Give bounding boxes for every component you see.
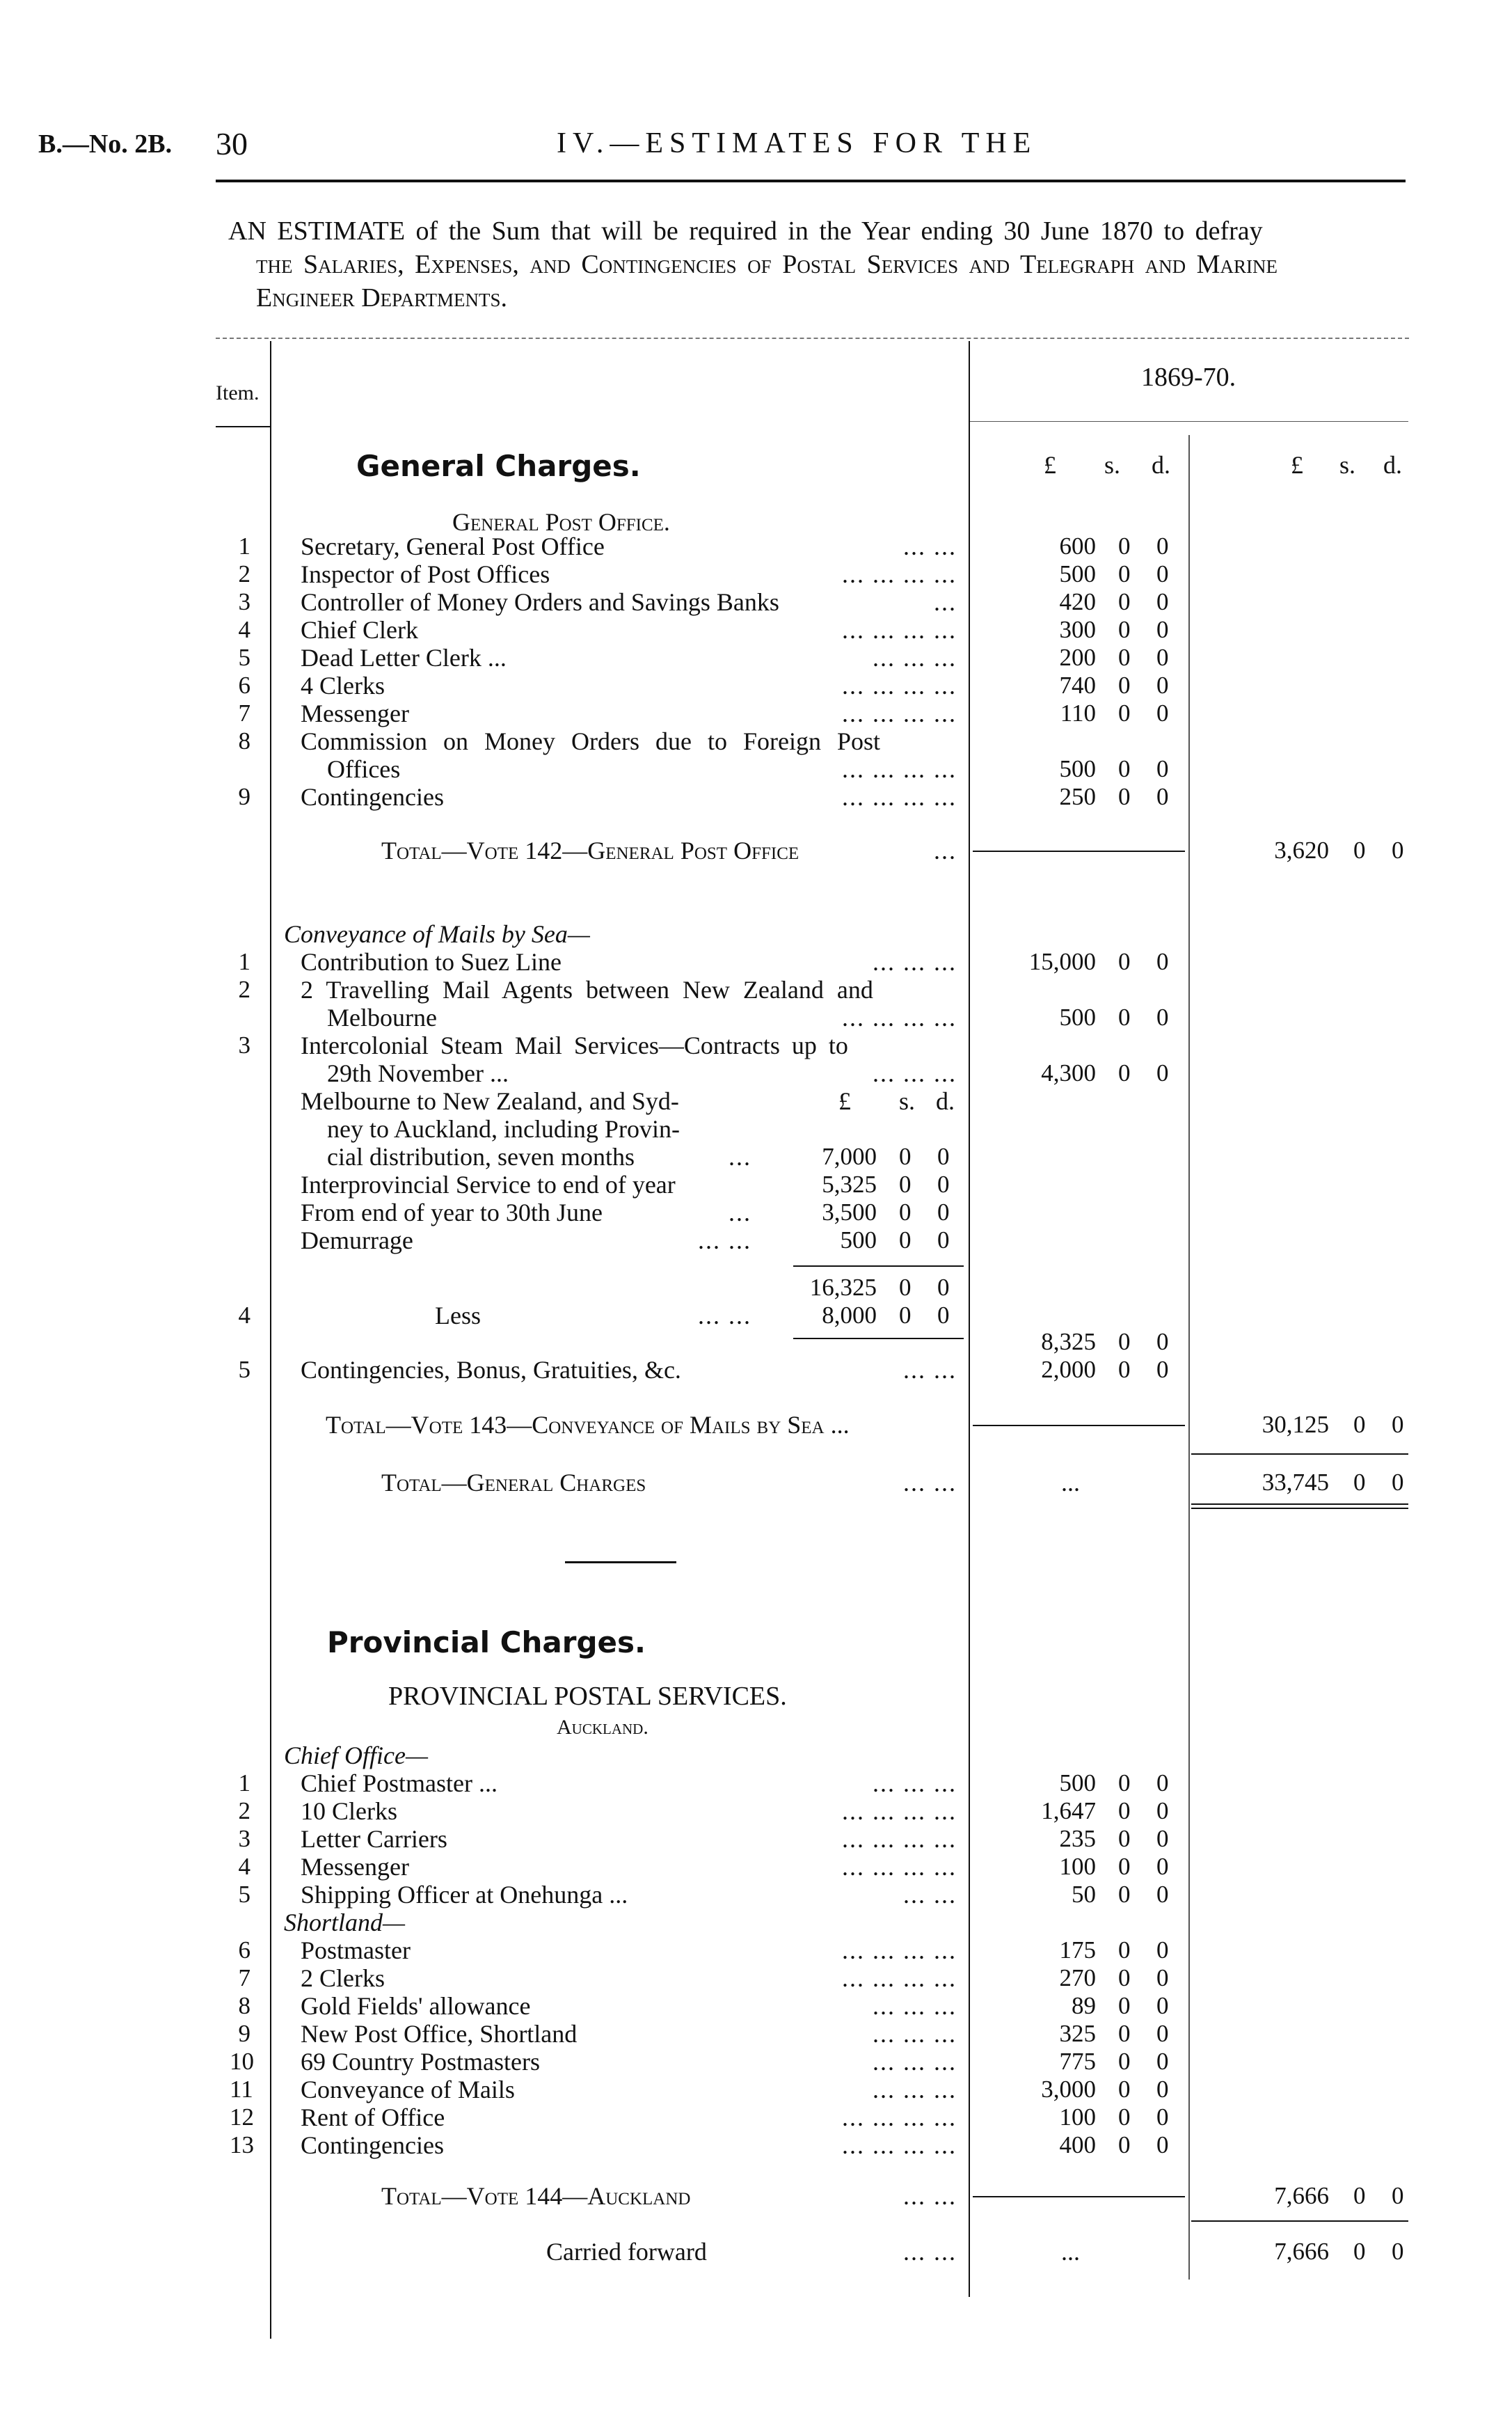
item-number: 7: [238, 700, 250, 727]
intro-rule: [216, 338, 1409, 339]
subtotal-rule: [973, 2196, 1185, 2197]
amount-pence: 0: [1156, 644, 1169, 671]
breakdown-pounds: 7,000: [822, 1143, 877, 1170]
leader-dots: ... ... ... ...: [842, 755, 957, 783]
breakdown-sum-rule: [793, 1265, 964, 1267]
amount-pounds: 235: [1059, 1825, 1096, 1852]
item-number: 4: [238, 1853, 250, 1880]
item-number: 9: [238, 783, 250, 810]
leader-dots: ...: [729, 1143, 751, 1171]
carried-forward-pounds: 7,666: [1274, 2238, 1329, 2265]
amount-pounds: 50: [1072, 1881, 1096, 1908]
amount-pence: 0: [1156, 588, 1169, 615]
leader-dots: ... ...: [903, 532, 957, 560]
item-header-rule: [216, 426, 270, 427]
amount-shillings: 0: [1118, 616, 1131, 643]
leader-dots: ...: [1061, 1469, 1080, 1496]
item-number: 6: [238, 672, 250, 699]
breakdown-label-continued: cial distribution, seven months: [327, 1143, 635, 1171]
pound-header-1: £: [1044, 451, 1056, 479]
total-shillings: 0: [1353, 2182, 1366, 2209]
amount-pence: 0: [1156, 1328, 1169, 1355]
intro-line-3: Engineer Departments.: [256, 283, 508, 313]
leader-dots: ... ... ...: [873, 1059, 957, 1087]
document-reference: B.—No. 2B.: [38, 129, 173, 159]
leader-dots: ... ... ...: [873, 1769, 957, 1797]
double-rule-top: [1191, 1503, 1408, 1505]
leader-dots: ... ...: [903, 2238, 957, 2266]
amount-shillings: 0: [1118, 1992, 1131, 2019]
leader-dots: ... ... ... ...: [842, 1797, 957, 1825]
leader-dots: ... ...: [698, 1302, 751, 1329]
line-item-label: Commission on Money Orders due to Foreign Post: [301, 727, 880, 755]
amount-pounds: 2,000: [1041, 1356, 1096, 1383]
amount-pence: 0: [1156, 1964, 1169, 1991]
amount-pounds: 200: [1059, 644, 1096, 671]
pence-header-1: d.: [1152, 451, 1170, 479]
leader-dots: ... ... ...: [873, 2076, 957, 2103]
subtotal-rule: [973, 1425, 1185, 1426]
breakdown-shillings: 0: [899, 1226, 912, 1254]
leader-dots: ... ... ... ...: [842, 1004, 957, 1032]
leader-dots: ... ... ...: [873, 948, 957, 976]
breakdown-sum-pence: 0: [937, 1274, 950, 1301]
running-title: IV.—ESTIMATES FOR THE: [557, 127, 1037, 159]
breakdown-label-continued: ney to Auckland, including Provin-: [327, 1115, 680, 1143]
amount-shillings: 0: [1118, 1825, 1131, 1852]
grand-total-pounds: 33,745: [1262, 1469, 1329, 1496]
item-number: 4: [238, 616, 250, 643]
line-item-label: Letter Carriers: [301, 1825, 447, 1853]
total-pounds: 30,125: [1262, 1411, 1329, 1438]
amount-shillings: 0: [1118, 1356, 1131, 1383]
amount-pence: 0: [1156, 2048, 1169, 2075]
line-item-label: Controller of Money Orders and Savings Banks: [301, 588, 779, 616]
gpo-subheading: General Post Office.: [452, 508, 670, 536]
leader-dots: ... ... ... ...: [842, 616, 957, 644]
chief-office-subheading: Chief Office—: [284, 1741, 428, 1769]
amount-pounds: 500: [1059, 1769, 1096, 1796]
line-item-label: Conveyance of Mails: [301, 2076, 515, 2103]
amount-pounds: 110: [1060, 700, 1096, 727]
amount-shillings: 0: [1118, 2020, 1131, 2047]
leader-dots: ...: [934, 588, 957, 616]
leader-dots: ... ... ...: [873, 1992, 957, 2020]
item-number: 9: [238, 2020, 250, 2047]
amount-shillings: 0: [1118, 2131, 1131, 2158]
breakdown-pounds: 500: [840, 1226, 877, 1254]
carried-forward-rule: [1191, 2220, 1408, 2222]
line-item-label: Messenger: [301, 700, 409, 727]
header-rule: [216, 180, 1406, 182]
line-item-label: Contingencies: [301, 2131, 444, 2159]
line-item-label: 10 Clerks: [301, 1797, 397, 1825]
item-column-header: Item.: [216, 381, 260, 404]
leader-dots: ... ... ... ...: [842, 560, 957, 588]
line-item-label: 2 Clerks: [301, 1964, 385, 1992]
item-number: 2: [238, 976, 250, 1003]
breakdown-shillings: 0: [899, 1199, 912, 1226]
amount-pence: 0: [1156, 1769, 1169, 1796]
line-item-label: Contribution to Suez Line: [301, 948, 562, 976]
breakdown-label: Interprovincial Service to end of year: [301, 1171, 676, 1199]
mails-subheading: Conveyance of Mails by Sea—: [284, 920, 590, 948]
amount-shillings: 0: [1118, 1328, 1131, 1355]
less-pounds: 8,000: [822, 1302, 877, 1329]
amount-pounds: 175: [1059, 1936, 1096, 1964]
amount-pence: 0: [1156, 2131, 1169, 2158]
grand-total-rule: [1191, 1453, 1408, 1455]
item-number: 8: [238, 727, 250, 755]
total-pence: 0: [1392, 1411, 1404, 1438]
leader-dots: ...: [729, 1199, 751, 1226]
carried-forward-pence: 0: [1392, 2238, 1404, 2265]
amount-pence: 0: [1156, 1992, 1169, 2019]
line-item-label: Postmaster: [301, 1936, 411, 1964]
amount-pounds: 420: [1059, 588, 1096, 615]
amount-shillings: 0: [1118, 1964, 1131, 1991]
leader-dots: ... ...: [903, 1469, 957, 1496]
line-item-label-continued: Offices: [327, 755, 401, 783]
shilling-header-1: s.: [1104, 451, 1121, 479]
year-header-rule: [970, 421, 1408, 422]
item-number: 12: [230, 2103, 254, 2131]
line-item-label: New Post Office, Shortland: [301, 2020, 578, 2048]
line-item-label: Chief Clerk: [301, 616, 418, 644]
amount-pounds: 400: [1059, 2131, 1096, 2158]
amount-shillings: 0: [1118, 1769, 1131, 1796]
item-number: 2: [238, 1797, 250, 1824]
item-number: 6: [238, 1936, 250, 1964]
amount-pence: 0: [1156, 616, 1169, 643]
general-charges-total-label: Total—General Charges: [381, 1469, 646, 1496]
total-pounds: 7,666: [1274, 2182, 1329, 2209]
amount-shillings: 0: [1118, 1853, 1131, 1880]
amount-pounds: 500: [1059, 1004, 1096, 1031]
line-item-label: Secretary, General Post Office: [301, 532, 605, 560]
breakdown-shillings: 0: [899, 1143, 912, 1170]
amount-pounds: 100: [1059, 2103, 1096, 2131]
line-item-label: Gold Fields' allowance: [301, 1992, 531, 2020]
amount-shillings: 0: [1118, 588, 1131, 615]
amount-pounds: 740: [1059, 672, 1096, 699]
less-label: Less: [435, 1302, 481, 1329]
amount-pence: 0: [1156, 1059, 1169, 1087]
amount-shillings: 0: [1118, 2048, 1131, 2075]
item-number: 10: [230, 2048, 254, 2075]
line-item-label-continued: 29th November ...: [327, 1059, 509, 1087]
amount-pence: 0: [1156, 672, 1169, 699]
amount-pence: 0: [1156, 1004, 1169, 1031]
leader-dots: ... ... ... ...: [842, 783, 957, 811]
amount-shillings: 0: [1118, 700, 1131, 727]
breakdown-sum-pounds: 16,325: [809, 1274, 877, 1301]
vote-143-total-label: Total—Vote 143—Conveyance of Mails by Sea ...: [326, 1411, 850, 1439]
amount-shillings: 0: [1118, 755, 1131, 782]
item-number: 4: [238, 1302, 250, 1329]
amount-shillings: 0: [1118, 644, 1131, 671]
amount-pence: 0: [1156, 1881, 1169, 1908]
amount-pounds: 8,325: [1041, 1328, 1096, 1355]
inner-pound-header: £: [838, 1087, 851, 1115]
leader-dots: ...: [1061, 2238, 1080, 2266]
shortland-subheading: Shortland—: [284, 1909, 406, 1936]
amount-pounds: 15,000: [1028, 948, 1096, 975]
amount-pounds: 270: [1059, 1964, 1096, 1991]
amount-pence: 0: [1156, 1356, 1169, 1383]
breakdown-pounds: 5,325: [822, 1171, 877, 1198]
amount-pounds: 500: [1059, 560, 1096, 587]
item-column-divider: [270, 341, 271, 2339]
amount-pounds: 1,647: [1041, 1797, 1096, 1824]
breakdown-pence: 0: [937, 1171, 950, 1198]
total-shillings: 0: [1353, 837, 1366, 864]
amount-pence: 0: [1156, 532, 1169, 560]
leader-dots: ... ... ... ...: [842, 1964, 957, 1992]
item-number: 5: [238, 644, 250, 671]
leader-dots: ... ... ... ...: [842, 1825, 957, 1853]
amount-pounds: 3,000: [1041, 2076, 1096, 2103]
leader-dots: ... ... ... ...: [842, 672, 957, 700]
pound-header-2: £: [1291, 451, 1303, 479]
amount-pence: 0: [1156, 700, 1169, 727]
item-number: 2: [238, 560, 250, 587]
leader-dots: ... ...: [903, 2182, 957, 2210]
item-number: 1: [238, 532, 250, 560]
breakdown-label: Demurrage: [301, 1226, 413, 1254]
section-separator: [565, 1561, 676, 1563]
leader-dots: ... ... ... ...: [842, 1936, 957, 1964]
region-heading: Auckland.: [557, 1716, 648, 1739]
pence-header-2: d.: [1383, 451, 1402, 479]
amount-shillings: 0: [1118, 2103, 1131, 2131]
breakdown-pence: 0: [937, 1226, 950, 1254]
amount-pounds: 300: [1059, 616, 1096, 643]
amount-shillings: 0: [1118, 1059, 1131, 1087]
grand-total-pence: 0: [1392, 1469, 1404, 1496]
inner-pence-header: d.: [936, 1087, 955, 1115]
intro-line-1: AN ESTIMATE of the Sum that will be required in the Year ending 30 June 1870 to defray: [228, 216, 1263, 246]
item-number: 5: [238, 1881, 250, 1908]
amount-shillings: 0: [1118, 948, 1131, 975]
subtotal-column-divider: [1188, 435, 1190, 2280]
provincial-subheading: PROVINCIAL POSTAL SERVICES.: [388, 1682, 787, 1711]
item-number: 3: [238, 1825, 250, 1852]
item-number: 3: [238, 1032, 250, 1059]
amount-shillings: 0: [1118, 1881, 1131, 1908]
amount-shillings: 0: [1118, 1797, 1131, 1824]
shilling-header-2: s.: [1339, 451, 1356, 479]
inner-shilling-header: s.: [899, 1087, 916, 1115]
line-item-label: Inspector of Post Offices: [301, 560, 550, 588]
line-item-label: Intercolonial Steam Mail Services—Contracts up to: [301, 1032, 848, 1059]
item-number: 5: [238, 1356, 250, 1383]
amount-shillings: 0: [1118, 2076, 1131, 2103]
amount-pounds: 250: [1059, 783, 1096, 810]
leader-dots: ... ... ...: [873, 2020, 957, 2048]
amount-column-divider: [969, 341, 970, 2297]
breakdown-pence: 0: [937, 1199, 950, 1226]
line-item-label: Messenger: [301, 1853, 409, 1881]
item-number: 11: [230, 2076, 253, 2103]
carried-forward-shillings: 0: [1353, 2238, 1366, 2265]
line-item-label: Contingencies: [301, 783, 444, 811]
amount-pence: 0: [1156, 1825, 1169, 1852]
line-item-label: 2 Travelling Mail Agents between New Zealand and: [301, 976, 873, 1004]
item-number: 1: [238, 948, 250, 975]
leader-dots: ...: [934, 837, 957, 864]
item-number: 8: [238, 1992, 250, 2019]
amount-shillings: 0: [1118, 560, 1131, 587]
less-shillings: 0: [899, 1302, 912, 1329]
amount-pence: 0: [1156, 2020, 1169, 2047]
line-item-label: Contingencies, Bonus, Gratuities, &c.: [301, 1356, 681, 1384]
amount-pounds: 775: [1059, 2048, 1096, 2075]
leader-dots: ... ... ...: [873, 644, 957, 672]
breakdown-net-rule: [793, 1338, 964, 1339]
double-rule-bottom: [1191, 1508, 1408, 1509]
leader-dots: ... ... ... ...: [842, 2131, 957, 2159]
breakdown-pence: 0: [937, 1143, 950, 1170]
line-item-label: Shipping Officer at Onehunga ...: [301, 1881, 628, 1909]
total-pence: 0: [1392, 837, 1404, 864]
amount-shillings: 0: [1118, 532, 1131, 560]
leader-dots: ... ... ... ...: [842, 2103, 957, 2131]
carried-forward-label: Carried forward: [546, 2238, 707, 2266]
line-item-label: 4 Clerks: [301, 672, 385, 700]
leader-dots: ... ...: [903, 1881, 957, 1909]
amount-pence: 0: [1156, 1853, 1169, 1880]
amount-pounds: 325: [1059, 2020, 1096, 2047]
item-number: 13: [230, 2131, 254, 2158]
amount-pounds: 500: [1059, 755, 1096, 782]
line-item-label: 69 Country Postmasters: [301, 2048, 541, 2076]
grand-total-shillings: 0: [1353, 1469, 1366, 1496]
line-item-label: Chief Postmaster ...: [301, 1769, 498, 1797]
amount-shillings: 0: [1118, 1004, 1131, 1031]
amount-pounds: 100: [1059, 1853, 1096, 1880]
line-item-label: Dead Letter Clerk ...: [301, 644, 507, 672]
breakdown-pounds: 3,500: [822, 1199, 877, 1226]
vote-142-total-label: Total—Vote 142—General Post Office: [381, 837, 799, 864]
amount-pence: 0: [1156, 560, 1169, 587]
amount-pounds: 600: [1059, 532, 1096, 560]
breakdown-shillings: 0: [899, 1171, 912, 1198]
amount-pence: 0: [1156, 1797, 1169, 1824]
leader-dots: ... ... ...: [873, 2048, 957, 2076]
page-number: 30: [216, 126, 248, 161]
amount-shillings: 0: [1118, 1936, 1131, 1964]
amount-pounds: 89: [1072, 1992, 1096, 2019]
general-charges-heading: General Charges.: [356, 449, 641, 483]
amount-pence: 0: [1156, 2103, 1169, 2131]
year-column-header: 1869-70.: [1141, 363, 1236, 392]
total-pence: 0: [1392, 2182, 1404, 2209]
line-item-label-continued: Melbourne: [327, 1004, 437, 1032]
breakdown-label: Melbourne to New Zealand, and Syd-: [301, 1087, 679, 1115]
item-number: 3: [238, 588, 250, 615]
total-pounds: 3,620: [1274, 837, 1329, 864]
less-pence: 0: [937, 1302, 950, 1329]
leader-dots: ... ...: [698, 1226, 751, 1254]
subtotal-rule: [973, 851, 1185, 852]
intro-line-2: the Salaries, Expenses, and Contingencies of Postal Services and Telegraph and Marine: [256, 250, 1278, 279]
leader-dots: ... ... ... ...: [842, 700, 957, 727]
amount-shillings: 0: [1118, 783, 1131, 810]
line-item-label: Rent of Office: [301, 2103, 445, 2131]
amount-pence: 0: [1156, 2076, 1169, 2103]
total-shillings: 0: [1353, 1411, 1366, 1438]
item-number: 1: [238, 1769, 250, 1796]
item-number: 7: [238, 1964, 250, 1991]
provincial-charges-heading: Provincial Charges.: [327, 1625, 646, 1659]
vote-144-total-label: Total—Vote 144—Auckland: [381, 2182, 691, 2210]
amount-pounds: 4,300: [1041, 1059, 1096, 1087]
amount-pence: 0: [1156, 755, 1169, 782]
amount-pence: 0: [1156, 948, 1169, 975]
amount-pence: 0: [1156, 783, 1169, 810]
amount-shillings: 0: [1118, 672, 1131, 699]
breakdown-sum-shillings: 0: [899, 1274, 912, 1301]
leader-dots: ... ... ... ...: [842, 1853, 957, 1881]
breakdown-label: From end of year to 30th June: [301, 1199, 603, 1226]
amount-pence: 0: [1156, 1936, 1169, 1964]
leader-dots: ... ...: [903, 1356, 957, 1384]
